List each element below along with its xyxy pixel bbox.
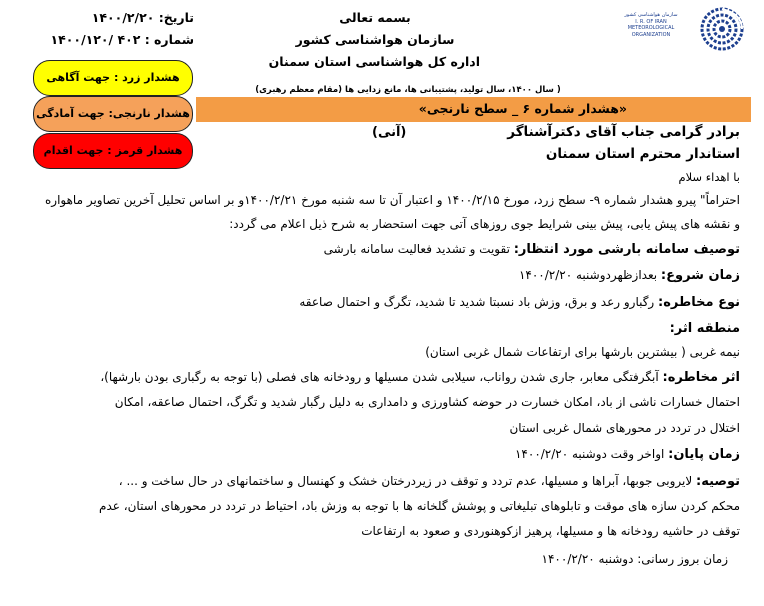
swirl-logo-icon (692, 6, 752, 52)
end-value: اواخر وقت دوشنبه ۱۴۰۰/۲/۲۰ (514, 447, 669, 461)
logo-text: سازمان هواشناسی کشور I. R. OF IRAN METEOROLOGICAL ORGANIZATION (624, 12, 678, 38)
advice-line-1: لایروبی جوبها، آبراها و مسیلها، عدم تردد و توقف در زیردرختان خشک و کهنسال و ساختمانهای در حال ساخت و ... ، (118, 474, 697, 488)
recipient: برادر گرامی جناب آقای دکترآشناگر (507, 124, 740, 140)
phenomenon-value: تقویت و تشدید فعالیت سامانه بارشی (323, 242, 514, 256)
date-row (74, 10, 194, 32)
area-label-row (670, 321, 740, 336)
start-value: بعدازظهردوشنبه ۱۴۰۰/۲/۲۰ (518, 268, 661, 282)
impact-line-1: آبگرفتگی معابر، جاری شدن رواناب، سیلابی شدن مسیلها و رودخانه های فصلی (با توجه به رگباری بودن بارشها)، (100, 370, 663, 384)
end-row (515, 447, 740, 462)
warning-title-bar (196, 97, 751, 122)
impact-line-2: احتمال خسارات ناشی از باد، امکان خسارت در حوضه کشاورزی و دامداری به دلیل رگبار شدید و تگرگ، احتمال صاعقه، امکان (114, 395, 740, 409)
year-slogan: ( سال ۱۴۰۰، سال تولید، پشتیبانی ها، مانع زدایی ها (مقام معظم رهبری) (255, 85, 561, 95)
start-label: زمان شروع: (660, 268, 740, 283)
advice-line-3: توقف در حاشیه رودخانه ها و مسیلها، پرهیز ازکوهنوردی و صعود به ارتفاعات (361, 524, 740, 538)
meteorological-logo (616, 6, 752, 52)
intro-line-1: احتراماً" پیرو هشدار شماره ۹- سطح زرد، مورخ ۱۴۰۰/۲/۱۵ و اعتبار آن تا سه شنبه مورخ ۱۴۰۰/۲/۲۱و بر اساس تحلیل آخرین تصاویر ماهواره (44, 193, 740, 207)
advice-row (119, 474, 740, 489)
red-warning-badge: هشدار قرمز : جهت اقدام (33, 133, 193, 169)
date-value: ۱۴۰۰/۲/۲۰ (91, 10, 155, 25)
department-name: اداره کل هواشناسی استان سمنان (268, 54, 480, 69)
hazard-row (299, 295, 740, 310)
greeting: با اهداء سلام (678, 170, 740, 184)
update-time: زمان بروز رسانی: دوشنبه ۱۴۰۰/۲/۲۰ (541, 552, 728, 566)
bismillah: بسمه تعالی (339, 10, 411, 25)
start-row (519, 268, 740, 283)
advice-line-2: محکم کردن سازه های موقت و تابلوهای تبلیغاتی و پوشش گلخانه ها با توجه به وزش باد، احتیاط در تردد در محورهای استان، عدم (99, 499, 740, 513)
number-value: ۴۰۲ /۱۴۰۰/۱۲۰ (50, 32, 141, 47)
organization-name: سازمان هواشناسی کشور (295, 32, 455, 47)
recipient-title: استاندار محترم استان سمنان (545, 146, 740, 162)
yellow-warning-badge: هشدار زرد : جهت آگاهی (33, 60, 193, 96)
date-label: تاریخ: (158, 10, 194, 25)
number-label: شماره : (144, 32, 194, 47)
hazard-label: نوع مخاطره: (658, 295, 740, 310)
letterhead (270, 10, 480, 76)
phenomenon-label: توصیف سامانه بارشی مورد انتظار: (513, 242, 740, 257)
letter-meta (50, 10, 194, 54)
impact-line-3: اختلال در تردد در محورهای شمال غربی استان (509, 421, 740, 435)
warning-title: «هشدار شماره ۶ _ سطح نارنجی» (418, 101, 627, 116)
urgency-label: (آنی) (372, 125, 407, 140)
intro-line-2: و نقشه های پیش یابی، پیش بینی شرایط جوی روزهای آتی جهت استحضار به شرح ذیل اعلام می گردد: (229, 217, 740, 231)
orange-warning-badge: هشدار نارنجی: جهت آمادگی (33, 96, 193, 132)
phenomenon-row (324, 242, 740, 257)
impact-label: اثر مخاطره: (662, 370, 740, 385)
impact-row (100, 370, 740, 385)
hazard-value: رگبارو رعد و برق، وزش باد نسبتا شدید تا شدید، تگرگ و احتمال صاعقه (299, 295, 659, 309)
area-value: نیمه غربی ( بیشترین بارشها برای ارتفاعات شمال غربی استان) (425, 345, 740, 359)
number-row (50, 32, 194, 54)
advice-label: توصیه: (696, 474, 740, 489)
area-label: منطقه اثر: (669, 321, 740, 336)
end-label: زمان پایان: (668, 447, 740, 462)
